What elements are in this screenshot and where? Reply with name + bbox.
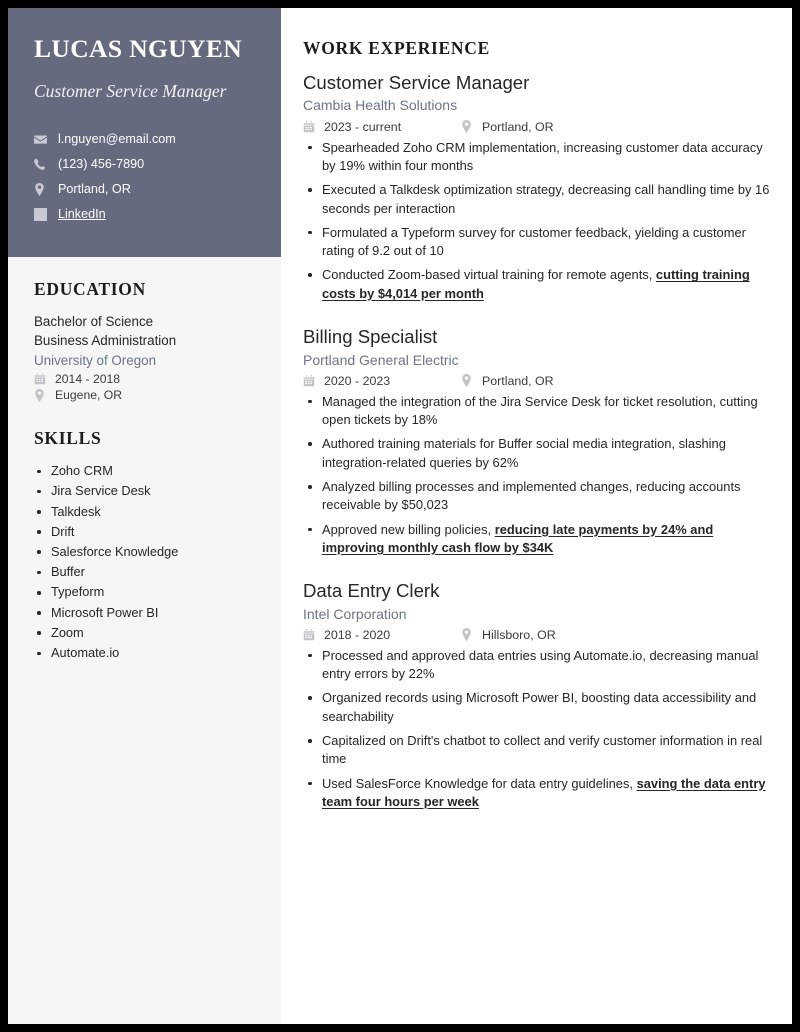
bullet-text: Conducted Zoom-based virtual training for remote agents, (322, 267, 656, 283)
bullet-text: Used SalesForce Knowledge for data entry guidelines, (322, 775, 637, 791)
calendar-icon (303, 629, 317, 641)
education-degree: Bachelor of Science (34, 313, 154, 329)
job-dates: 2018 - 2020 (324, 627, 391, 642)
skill-item: Talkdesk (34, 502, 255, 522)
education-dates-row (34, 372, 255, 386)
bullet-text: Authored training materials for Buffer social media integration, slashing integration-related queries by 62% (322, 436, 726, 470)
skill-item: Jira Service Desk (34, 481, 255, 501)
bullet-emphasis: cutting training costs by $4,014 per month (322, 267, 750, 301)
job-location: Portland, OR (482, 373, 554, 388)
education-location-row (34, 388, 255, 402)
job-bullet (303, 435, 774, 472)
job-bullet (303, 266, 774, 303)
bullet-text: Processed and approved data entries using Automate.io, decreasing manual entry errors by 22% (322, 647, 759, 682)
candidate-name: LUCAS NGUYEN (34, 34, 243, 63)
skill-item: Salesforce Knowledge (34, 542, 255, 562)
bullet-text: Formulated a Typeform survey for customer feedback, yielding a customer rating of 9.2 out of 10 (322, 224, 746, 259)
contact-item (34, 181, 255, 197)
work-experience-heading: WORK EXPERIENCE (303, 38, 490, 58)
education-field: Business Administration (34, 333, 177, 349)
job-bullet (303, 689, 774, 726)
skill-item: Automate.io (34, 643, 255, 663)
job-bullet (303, 139, 774, 176)
contact-label: Portland, OR (58, 182, 131, 197)
education-dates: 2014 - 2018 (55, 372, 121, 387)
skill-item: Typeform (34, 582, 255, 602)
job-company: Intel Corporation (303, 605, 407, 622)
job-bullet (303, 181, 774, 218)
bullet-emphasis: saving the data entry team four hours per week (322, 775, 766, 810)
candidate-job-title: Customer Service Manager (34, 81, 227, 102)
calendar-icon (303, 121, 317, 133)
job-meta-row (303, 120, 774, 134)
map-pin-icon (461, 120, 475, 133)
job-location-group (461, 120, 554, 134)
job-location-group (461, 628, 556, 642)
bullet-text: Spearheaded Zoho CRM implementation, increasing customer data accuracy by 19% within four months (322, 139, 763, 173)
job-location-group (461, 374, 554, 388)
job-bullet-list (303, 647, 774, 812)
contact-label: l.nguyen@email.com (58, 132, 176, 147)
contact-item (34, 131, 255, 147)
skill-item: Zoom (34, 623, 255, 643)
sidebar-header (8, 8, 281, 257)
resume-page (8, 8, 792, 1024)
bullet-emphasis: reducing late payments by 24% and improving monthly cash flow by $34K (322, 521, 714, 555)
calendar-icon (303, 375, 317, 387)
job-bullet (303, 224, 774, 261)
job-meta-row (303, 374, 774, 388)
job-location: Hillsboro, OR (482, 627, 556, 642)
skills-section (34, 428, 255, 663)
bullet-text: Managed the integration of the Jira Service Desk for ticket resolution, cutting open tickets by 18% (322, 393, 758, 428)
contact-item[interactable] (34, 206, 255, 222)
job-bullet (303, 393, 774, 430)
job-bullet (303, 775, 774, 812)
job-dates: 2023 - current (324, 119, 402, 134)
bullet-text: Executed a Talkdesk optimization strategy, decreasing call handling time by 16 seconds per interaction (322, 182, 770, 216)
map-pin-icon (34, 389, 48, 402)
contact-label: (123) 456-7890 (58, 157, 145, 172)
skill-item: Microsoft Power BI (34, 603, 255, 623)
map-pin-icon (34, 183, 49, 196)
job-bullet (303, 732, 774, 769)
job-dates-group (303, 120, 461, 134)
job-meta-row (303, 628, 774, 642)
contact-label[interactable]: LinkedIn (58, 206, 106, 221)
skill-item: Buffer (34, 562, 255, 582)
main-column (281, 8, 792, 1024)
skill-item: Zoho CRM (34, 461, 255, 481)
bullet-text: Analyzed billing processes and implemented changes, reducing accounts receivable by $50,023 (322, 478, 741, 513)
job-title: Data Entry Clerk (303, 580, 440, 602)
job-entry (303, 325, 774, 557)
job-dates: 2020 - 2023 (324, 373, 391, 388)
map-pin-icon (461, 374, 475, 387)
education-section (34, 279, 255, 402)
job-bullet-list (303, 139, 774, 304)
skills-heading: SKILLS (34, 428, 102, 449)
job-entry (303, 71, 774, 303)
job-title: Customer Service Manager (303, 72, 530, 93)
job-bullet-list (303, 393, 774, 558)
job-bullet (303, 647, 774, 684)
job-bullet (303, 478, 774, 515)
job-company: Cambia Health Solutions (303, 97, 458, 114)
map-pin-icon (461, 628, 475, 641)
education-heading: EDUCATION (34, 278, 146, 299)
contact-item (34, 156, 255, 172)
bullet-text: Capitalized on Drift's chatbot to collect and verify customer information in real time (322, 733, 763, 767)
envelope-icon (34, 133, 49, 146)
skills-list (34, 461, 255, 663)
sidebar-body (8, 257, 281, 664)
linkedin-icon (34, 208, 49, 221)
job-bullet (303, 521, 774, 558)
job-title: Billing Specialist (303, 326, 438, 348)
job-location: Portland, OR (482, 119, 554, 134)
jobs-container (303, 71, 774, 811)
skill-item: Drift (34, 522, 255, 542)
education-location: Eugene, OR (55, 388, 123, 403)
contact-list (34, 131, 255, 222)
bullet-text: Approved new billing policies, (322, 521, 495, 537)
calendar-icon (34, 373, 48, 385)
job-company: Portland General Electric (303, 351, 459, 368)
phone-icon (34, 158, 49, 171)
bullet-text: Organized records using Microsoft Power BI, boosting data accessibility and searchability (322, 690, 757, 724)
resume-layout (8, 8, 792, 1024)
job-dates-group (303, 374, 461, 388)
job-entry (303, 579, 774, 811)
sidebar (8, 8, 281, 1024)
job-dates-group (303, 628, 461, 642)
education-school: University of Oregon (34, 352, 157, 368)
